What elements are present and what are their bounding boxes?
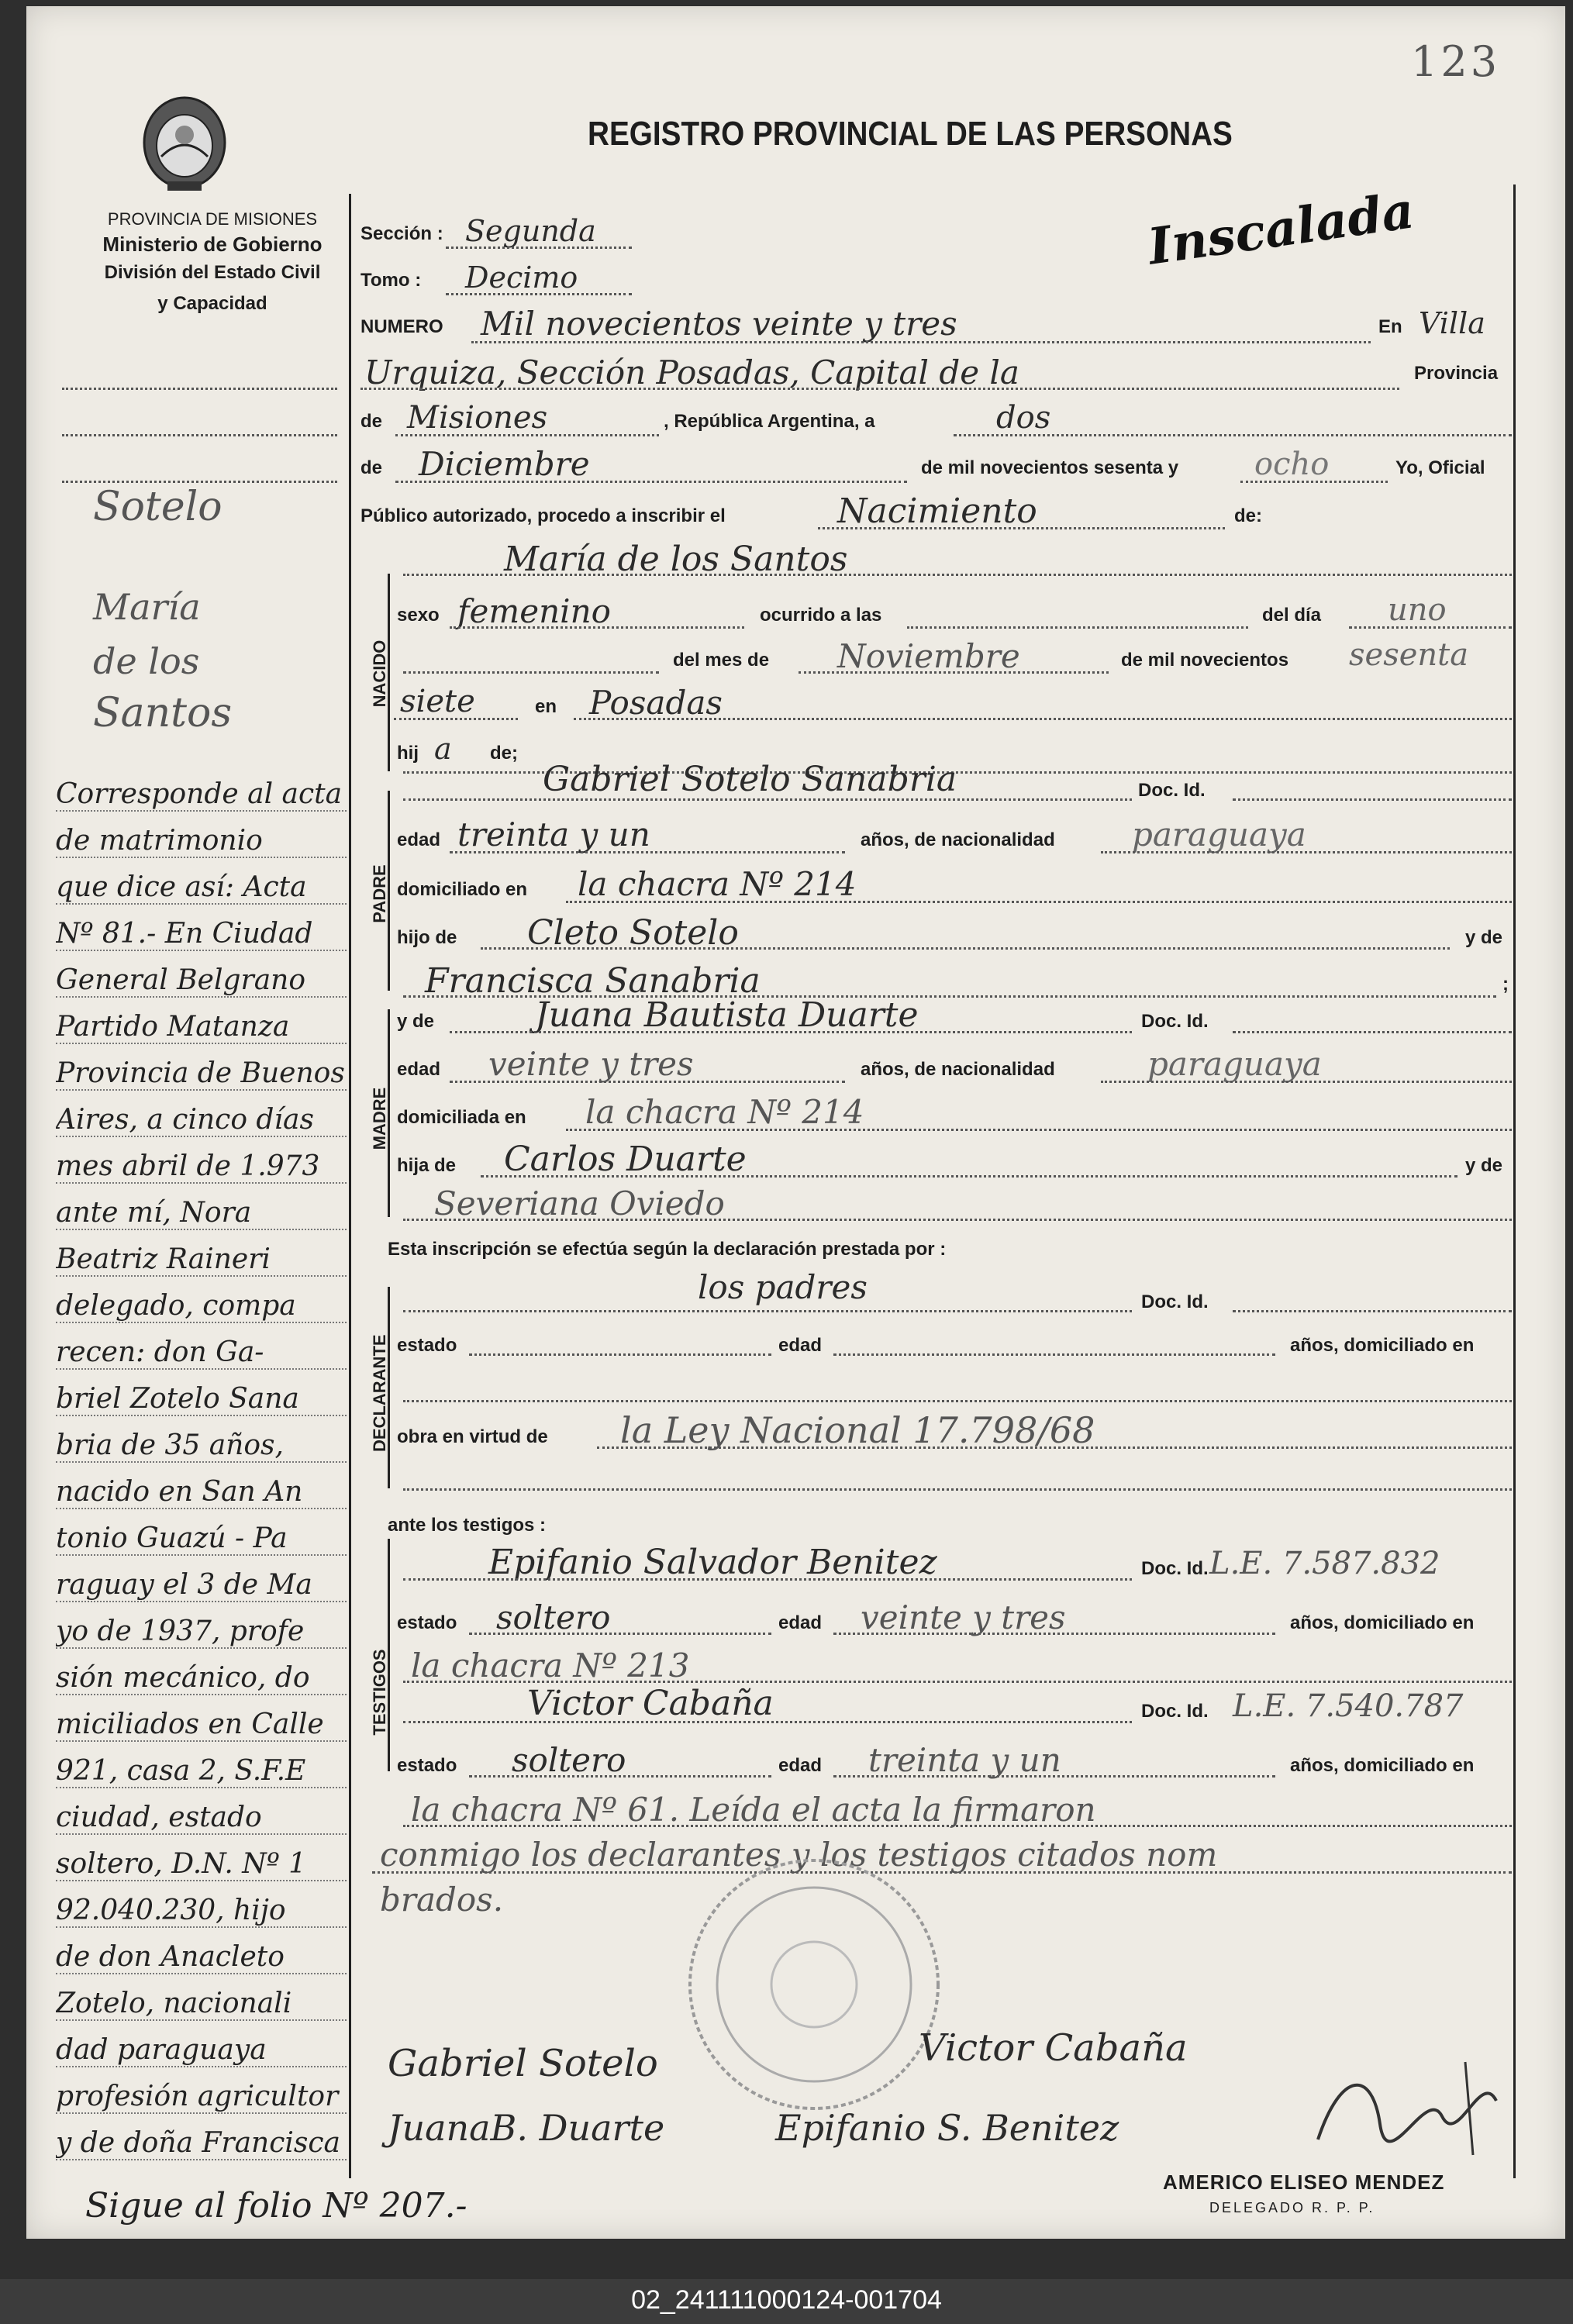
- header-ministry: Ministerio de Gobierno: [102, 233, 323, 256]
- field-rule: [403, 1219, 1512, 1221]
- testigo1-doc-label: Doc. Id.: [1141, 1558, 1209, 1579]
- image-caption: 02_241111000124-001704: [631, 2285, 942, 2315]
- officer-title: DELEGADO R. P. P.: [1209, 2200, 1375, 2215]
- margin-name-4: Santos: [93, 690, 233, 736]
- madre-dom-label: domiciliada en: [397, 1107, 526, 1128]
- numero-label: NUMERO: [360, 316, 443, 337]
- section-padre: PADRE: [370, 864, 389, 923]
- padre-yde-label: y de: [1465, 927, 1503, 948]
- signature-witness-2: Victor Cabaña: [919, 2026, 1188, 2070]
- coat-of-arms-icon: [138, 87, 231, 195]
- publico-label: Público autorizado, procedo a inscribir el: [360, 505, 726, 526]
- madre-nac-value: paraguaya: [1147, 1045, 1322, 1083]
- testigo2-estado: soltero: [512, 1741, 626, 1779]
- header-capacidad: y Capacidad: [157, 293, 267, 314]
- testigo1-edad: veinte y tres: [861, 1598, 1066, 1636]
- field-rule: [450, 1031, 1132, 1033]
- field-rule: [1101, 851, 1512, 853]
- mil-label: de mil novecientos sesenta y: [921, 457, 1179, 478]
- testigo2-doc-label: Doc. Id.: [1141, 1701, 1209, 1722]
- madre-yde-label: y de: [397, 1011, 435, 1032]
- margin-note-line: dad paraguaya: [56, 2034, 347, 2067]
- field-rule: [1233, 798, 1512, 801]
- en-label: En: [1378, 316, 1402, 337]
- madre-nac-label: años, de nacionalidad: [861, 1059, 1055, 1080]
- margin-note-line: Zotelo, nacionali: [56, 1988, 347, 2021]
- field-rule: [833, 1353, 1275, 1356]
- declarante-estado-label: estado: [397, 1335, 457, 1356]
- testigo2-edad: treinta y un: [868, 1741, 1061, 1779]
- field-rule: [469, 1775, 771, 1777]
- testigo1-estado: soltero: [496, 1598, 611, 1636]
- official-seal-icon: [682, 1853, 946, 2116]
- section-madre: MADRE: [370, 1087, 389, 1150]
- field-rule: [403, 574, 1512, 576]
- testigo1-dom: la chacra Nº 213: [411, 1646, 690, 1684]
- field-rule: [574, 718, 1512, 720]
- field-rule: [403, 1400, 1512, 1402]
- madre-yde2-label: y de: [1465, 1155, 1503, 1176]
- nombre-value: María de los Santos: [504, 540, 848, 579]
- de-label-2: de: [360, 457, 383, 478]
- field-rule: [1240, 481, 1388, 483]
- madre-edad-label: edad: [397, 1059, 441, 1080]
- margin-note-line: sión mecánico, do: [56, 1662, 347, 1695]
- margin-rule: [62, 481, 337, 483]
- margin-footer: Sigue al folio Nº 207.-: [85, 2186, 467, 2226]
- margin-note-line: que dice así: Acta: [56, 871, 347, 905]
- field-rule: [403, 1825, 1512, 1827]
- madre-madre-value: Severiana Oviedo: [434, 1184, 725, 1222]
- field-rule: [471, 341, 1371, 343]
- page-number: 123: [1411, 37, 1501, 86]
- margin-note-line: raguay el 3 de Ma: [56, 1569, 347, 1602]
- dia-value: dos: [996, 400, 1051, 436]
- en-nac-label: en: [535, 696, 557, 717]
- madre-hija-value: Carlos Duarte: [504, 1140, 747, 1179]
- madre-nombre: Juana Bautista Duarte: [535, 995, 919, 1035]
- margin-note-line: tonio Guazú - Pa: [56, 1522, 347, 1556]
- field-rule: [1101, 1081, 1512, 1083]
- padre-hijo-label: hijo de: [397, 927, 457, 948]
- field-rule: [360, 388, 1399, 390]
- padre-doc-label: Doc. Id.: [1138, 780, 1206, 801]
- en-value: Villa: [1419, 306, 1485, 340]
- testigo2-edad-label: edad: [778, 1755, 823, 1776]
- field-rule: [395, 481, 907, 483]
- margin-note-line: 92.040.230, hijo: [56, 1895, 347, 1928]
- signature-mother: JuanaB. Duarte: [388, 2107, 665, 2149]
- obra-label: obra en virtud de: [397, 1426, 548, 1447]
- margin-note-line: Aires, a cinco días: [56, 1104, 347, 1137]
- provincia-label: Provincia: [1414, 363, 1499, 384]
- field-rule: [403, 1578, 1132, 1581]
- margin-name-2: María: [93, 586, 201, 628]
- margin-note-line: Provincia de Buenos: [56, 1057, 347, 1091]
- sexo-label: sexo: [397, 605, 440, 626]
- padre-dom-value: la chacra Nº 214: [578, 865, 857, 903]
- margin-note-line: yo de 1937, profe: [56, 1615, 347, 1649]
- field-rule: [403, 671, 659, 674]
- continuation-line-2: brados.: [380, 1881, 504, 1919]
- field-rule: [450, 851, 845, 853]
- provincia-value: Misiones: [407, 400, 548, 436]
- margin-divider: [349, 194, 351, 2178]
- margin-note-line: briel Zotelo Sana: [56, 1383, 347, 1416]
- obra-value: la Ley Nacional 17.798/68: [620, 1409, 1095, 1451]
- madre-dom-value: la chacra Nº 214: [585, 1093, 864, 1131]
- padre-nac-value: paraguaya: [1132, 815, 1306, 853]
- field-rule: [597, 1446, 1512, 1449]
- field-rule: [907, 626, 1248, 629]
- field-rule: [818, 527, 1225, 529]
- testigo1-anios-label: años, domiciliado en: [1290, 1612, 1475, 1633]
- declarante-edad-label: edad: [778, 1335, 823, 1356]
- field-rule: [566, 1129, 1512, 1131]
- mes-nac-value: Noviembre: [837, 637, 1020, 675]
- field-rule: [481, 947, 1450, 950]
- testigo2-estado-label: estado: [397, 1755, 457, 1776]
- field-rule: [833, 1633, 1275, 1635]
- hijo-value: a: [434, 732, 452, 766]
- de-label: de: [360, 411, 383, 432]
- testigo1-nombre: Epifanio Salvador Benitez: [488, 1543, 937, 1582]
- margin-rule: [62, 388, 337, 390]
- margin-note-line: Beatriz Raineri: [56, 1243, 347, 1277]
- margin-name-1: Sotelo: [93, 484, 222, 530]
- del-mes-label: del mes de: [673, 650, 770, 671]
- testigo2-doc: L.E. 7.540.787: [1233, 1688, 1464, 1724]
- field-rule: [403, 1721, 1132, 1723]
- padre-nac-label: años, de nacionalidad: [861, 829, 1055, 850]
- del-dia-label: del día: [1262, 605, 1322, 626]
- margin-note-line: delegado, compa: [56, 1290, 347, 1323]
- margin-note-line: profesión agricultor: [56, 2081, 347, 2114]
- margin-note-line: de don Anacleto: [56, 1941, 347, 1974]
- margin-note-line: Nº 81.- En Ciudad: [56, 918, 347, 951]
- lugar-nac-value: Posadas: [589, 684, 723, 722]
- mes-value: Diciembre: [419, 445, 590, 483]
- field-rule: [446, 293, 632, 295]
- field-rule: [954, 434, 1512, 436]
- field-rule: [394, 718, 518, 720]
- anio-value: ocho: [1254, 447, 1330, 482]
- margin-note-line: y de doña Francisca: [56, 2127, 347, 2160]
- padre-edad-label: edad: [397, 829, 441, 850]
- yo-label: Yo, Oficial: [1395, 457, 1485, 478]
- declarante-intro: Esta inscripción se efectúa según la declaración prestada por :: [388, 1239, 947, 1260]
- hijo-de-label: de;: [490, 743, 518, 764]
- margin-rule: [62, 434, 337, 436]
- padre-semicolon: ;: [1502, 974, 1509, 995]
- field-rule: [469, 1633, 771, 1635]
- field-rule: [450, 1081, 845, 1083]
- mil-nac-label: de mil novecientos: [1121, 650, 1289, 671]
- section-nacido: NACIDO: [370, 640, 389, 708]
- field-rule: [566, 901, 1512, 903]
- field-rule: [833, 1775, 1275, 1777]
- sexo-value: femenino: [457, 592, 611, 630]
- testigo1-doc: L.E. 7.587.832: [1209, 1546, 1440, 1581]
- section-testigos: TESTIGOS: [370, 1649, 389, 1736]
- officer-signature-icon: [1310, 2054, 1512, 2163]
- margin-note-line: bria de 35 años,: [56, 1429, 347, 1463]
- testigo2-anios-label: años, domiciliado en: [1290, 1755, 1475, 1776]
- acto-value: Nacimiento: [837, 491, 1037, 531]
- margin-note-line: Partido Matanza: [56, 1011, 347, 1044]
- testigos-intro: ante los testigos :: [388, 1515, 547, 1536]
- inscribed-stamp: Inscalada: [1144, 181, 1418, 277]
- margin-note-line: mes abril de 1.973: [56, 1150, 347, 1184]
- madre-edad-value: veinte y tres: [488, 1045, 694, 1083]
- dia-nac-value: uno: [1388, 592, 1447, 628]
- header-division: División del Estado Civil: [104, 262, 321, 283]
- margin-name-3: de los: [93, 640, 200, 682]
- madre-doc-label: Doc. Id.: [1141, 1011, 1209, 1032]
- anio-nac-value-2: siete: [400, 684, 475, 719]
- place-value: Urquiza, Sección Posadas, Capital de la: [364, 353, 1019, 391]
- ocurrido-label: ocurrido a las: [760, 605, 882, 626]
- numero-value: Mil novecientos veinte y tres: [481, 305, 957, 343]
- field-rule: [469, 1353, 771, 1356]
- field-rule: [403, 1681, 1512, 1683]
- margin-note-line: General Belgrano: [56, 964, 347, 998]
- margin-note-line: nacido en San An: [56, 1476, 347, 1509]
- header-province: PROVINCIA DE MISIONES: [107, 209, 318, 229]
- signature-witness-1: Epifanio S. Benitez: [775, 2107, 1119, 2149]
- field-rule: [446, 247, 632, 249]
- field-rule: [1233, 1031, 1512, 1033]
- hijo-label: hij: [397, 743, 419, 764]
- continuation-line-1: conmigo los declarantes y los testigos citados nom: [380, 1836, 1218, 1874]
- tomo-label: Tomo :: [360, 270, 422, 291]
- testigo1-estado-label: estado: [397, 1612, 457, 1633]
- signature-father: Gabriel Sotelo: [388, 2042, 658, 2085]
- margin-note-line: recen: don Ga-: [56, 1336, 347, 1370]
- padre-dom-label: domiciliado en: [397, 879, 528, 900]
- field-rule: [1349, 626, 1512, 629]
- testigo1-edad-label: edad: [778, 1612, 823, 1633]
- margin-note-line: soltero, D.N. Nº 1: [56, 1848, 347, 1881]
- seccion-value: Segunda: [465, 214, 596, 248]
- field-rule: [799, 671, 1109, 674]
- margin-note-line: ante mí, Nora: [56, 1197, 347, 1230]
- right-border: [1513, 184, 1516, 2178]
- margin-note-line: 921, casa 2, S.F.E: [56, 1755, 347, 1788]
- testigo2-nombre: Victor Cabaña: [527, 1684, 774, 1723]
- padre-nombre: Gabriel Sotelo Sanabria: [543, 760, 957, 799]
- seccion-label: Sección :: [360, 223, 443, 244]
- testigo2-dom: la chacra Nº 61. Leída el acta la firmaron: [411, 1791, 1096, 1829]
- margin-note-line: miciliados en Calle: [56, 1709, 347, 1742]
- margin-note-line: ciudad, estado: [56, 1802, 347, 1835]
- padre-hijo-value: Cleto Sotelo: [527, 913, 739, 953]
- padre-madre-value: Francisca Sanabria: [425, 961, 761, 1001]
- madre-hija-label: hija de: [397, 1155, 457, 1176]
- declarante-anios-label: años, domiciliado en: [1290, 1335, 1475, 1356]
- field-rule: [403, 1310, 1132, 1312]
- field-rule: [481, 1175, 1457, 1178]
- section-declarante: DECLARANTE: [370, 1334, 389, 1452]
- declarante-nombre: los padres: [698, 1268, 868, 1306]
- anio-nac-value: sesenta: [1349, 637, 1469, 673]
- margin-note-line: Corresponde al acta: [56, 778, 347, 812]
- field-rule: [403, 798, 1132, 801]
- margin-note-line: de matrimonio: [56, 825, 347, 858]
- field-rule: [395, 434, 659, 436]
- de-colon-label: de:: [1234, 505, 1262, 526]
- field-rule: [1233, 1310, 1512, 1312]
- padre-edad-value: treinta y un: [457, 815, 650, 853]
- declarante-doc-label: Doc. Id.: [1141, 1291, 1209, 1312]
- republica-label: , República Argentina, a: [664, 411, 875, 432]
- document-title: REGISTRO PROVINCIAL DE LAS PERSONAS: [588, 115, 1233, 153]
- field-rule: [403, 1488, 1512, 1491]
- tomo-value: Decimo: [465, 260, 578, 295]
- officer-name: AMERICO ELISEO MENDEZ: [1163, 2171, 1445, 2194]
- field-rule: [450, 626, 744, 629]
